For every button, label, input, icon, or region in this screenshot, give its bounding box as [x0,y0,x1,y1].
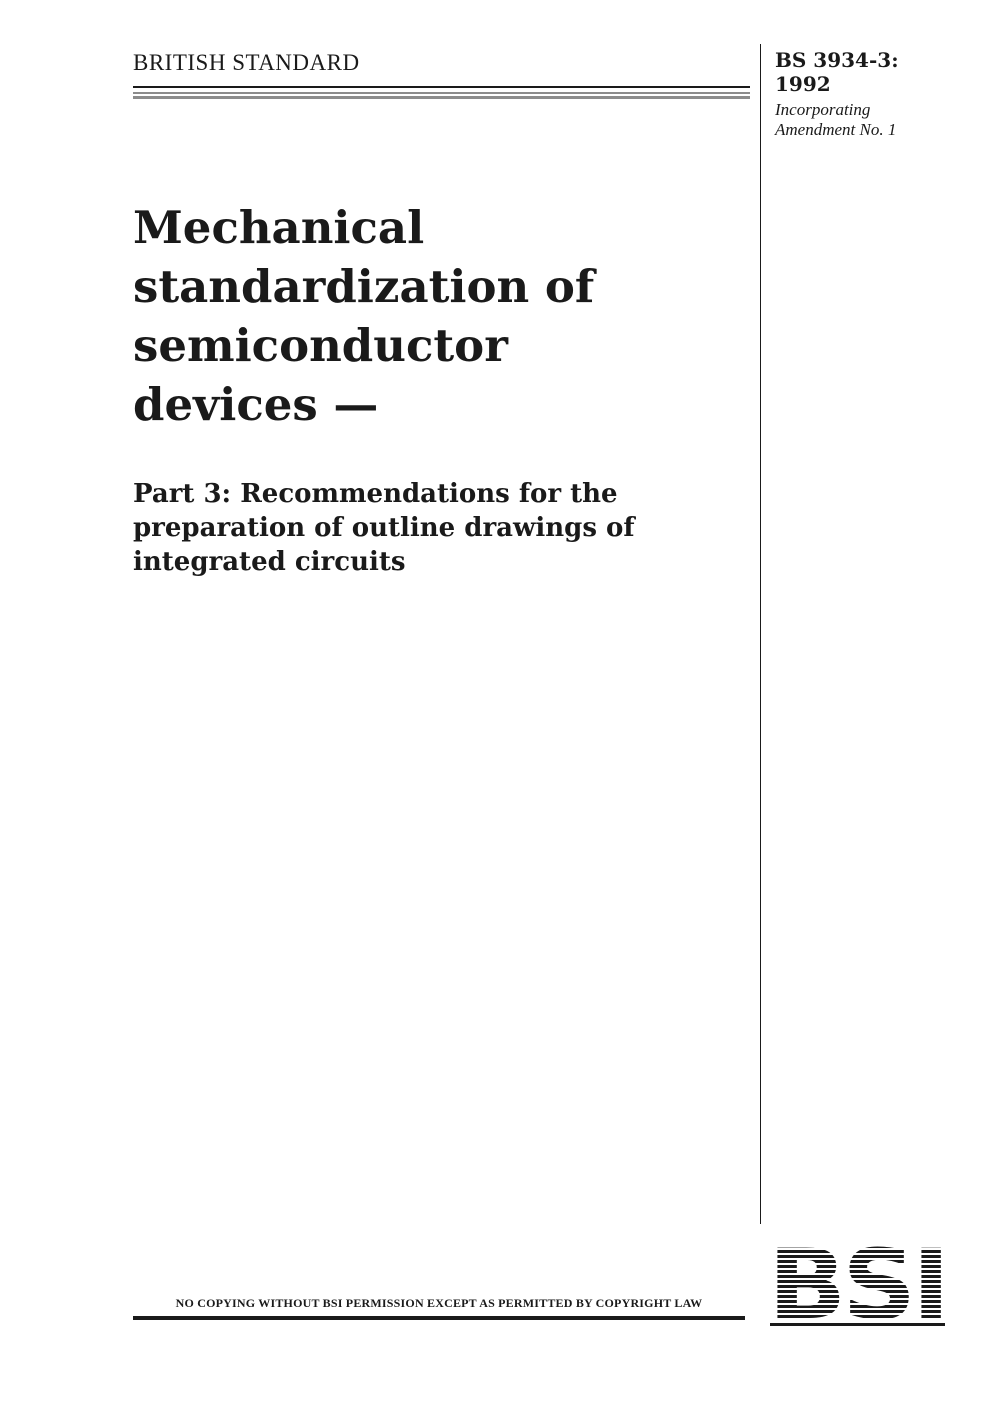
title-line: Mechanical [133,201,425,254]
amendment-note [775,100,896,140]
bsi-logo-underline [770,1323,945,1326]
header-rule-line [133,86,750,88]
subtitle-line: preparation of outline drawings of [133,513,635,543]
standard-number [775,48,899,96]
amendment-line: Incorporating [775,100,871,119]
title-line: devices — [133,378,379,431]
standard-number-line: BS 3934-3: [775,48,899,72]
column-divider [760,44,761,1224]
header-rule-line [133,92,750,94]
standard-year-line: 1992 [775,72,831,96]
header-rule [133,86,750,100]
title-line: semiconductor [133,319,508,372]
copyright-notice: NO COPYING WITHOUT BSI PERMISSION EXCEPT AS PERMITTED BY COPYRIGHT LAW [175,1296,703,1310]
amendment-line: Amendment No. 1 [775,120,897,139]
footer-rule [133,1316,745,1320]
header-rule-line [133,96,750,99]
document-subtitle [133,477,733,579]
document-title [133,198,733,434]
standard-type-label: BRITISH STANDARD [133,50,360,75]
bsi-logo [770,1240,945,1326]
subtitle-line: integrated circuits [133,547,406,577]
bsi-logo-graphic [770,1240,945,1322]
subtitle-line: Part 3: Recommendations for the [133,479,618,509]
title-line: standardization of [133,260,595,313]
